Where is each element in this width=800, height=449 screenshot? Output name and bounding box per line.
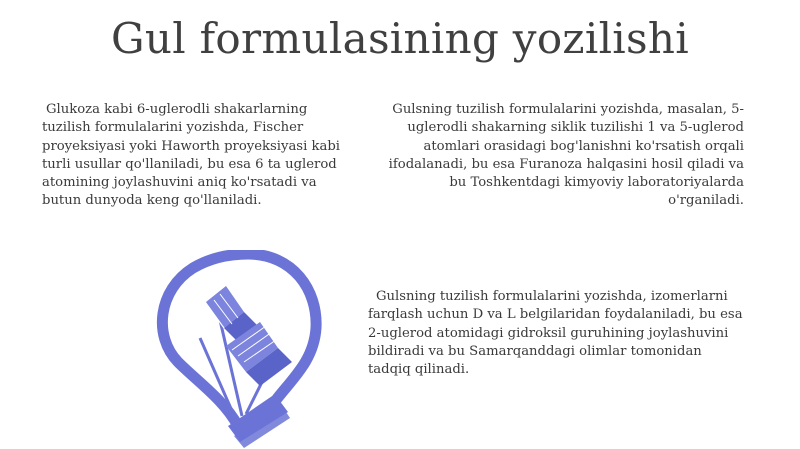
slide-title: Gul formulasining yozilishi bbox=[111, 14, 689, 63]
paragraph-right: Gulsning tuzilish formulalarini yozishda, masalan, 5-uglerodli shakarning siklik tuzilishi 1 va 5-uglerod atomlari orasidagi bog'lanishni ko'rsatish orqali ifodalanadi, bu esa Furanoza halqasini hosil qiladi va bu Toshkentdagi kimyoviy laboratoriyalarda o'rganiladi. bbox=[388, 102, 744, 209]
lightbulb-book-icon bbox=[128, 250, 348, 449]
paragraph-bottom: Gulsning tuzilish formulalarini yozishda, izomerlarni farqlash uchun D va L belgilaridan foydalaniladi, bu esa 2-uglerod atomidagi gidroksil guruhining joylashuvini bildiradi va bu Samarqanddagi olimlar tomonidan tadqiq qilinadi. bbox=[368, 289, 743, 378]
paragraph-left: Glukoza kabi 6-uglerodli shakarlarning tuzilish formulalarini yozishda, Fischer proyeksiyasi yoki Haworth proyeksiyasi kabi turli usullar qo'llaniladi, bu esa 6 ta uglerod atomining joylashuvini aniq ko'rsatadi va butun dunyoda keng qo'llaniladi. bbox=[42, 102, 340, 209]
